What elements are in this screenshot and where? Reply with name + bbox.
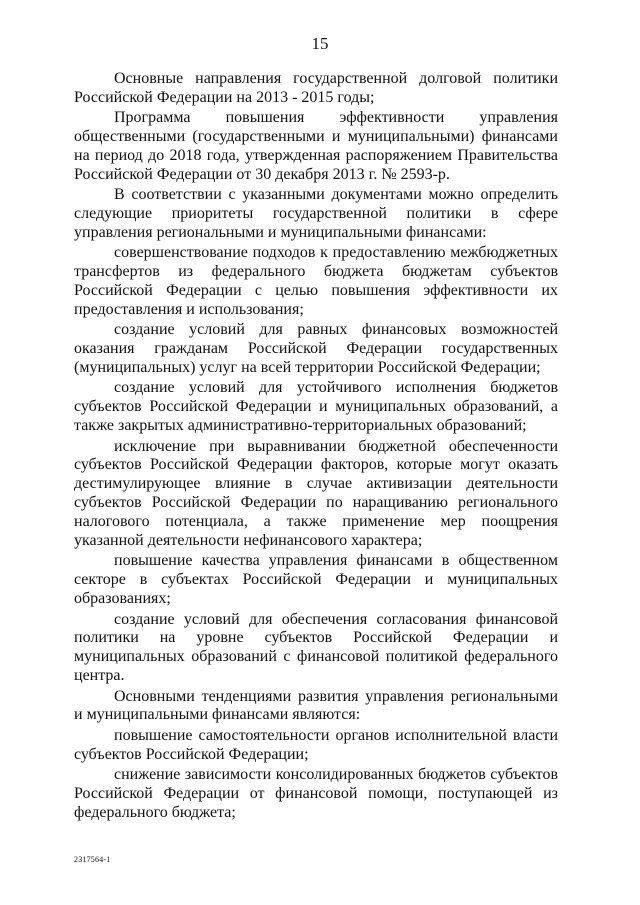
list-item-finance-quality: повышение качества управления финансами в общественном секторе в субъектах Российской Федерации и муниципальных образованиях; — [74, 552, 558, 608]
paragraph-debt-policy: Основные направления государственной долговой политики Российской Федерации на 2013 - 2015 годы; — [74, 70, 558, 106]
paragraph-trends-intro: Основными тенденциями развития управления региональными и муниципальными финансами являются: — [74, 687, 558, 724]
list-item-equalization: исключение при выравнивании бюджетной обеспеченности субъектов Российской Федерации факторов, которые могут оказать дестимулирующее влияние в случае активизации деятельности субъектов Российской Федерации по наращиванию регионального налогового потенциала, а также применение мер поощрения указанной деятельности нефинансового характера; — [74, 437, 558, 550]
document-code: 2317564-1 — [74, 855, 111, 864]
list-item-sustainable-budgets: создание условий для устойчивого исполнения бюджетов субъектов Российской Федерации и муниципальных образований, а также закрытых административно-территориальных образований; — [74, 379, 558, 435]
document-body — [74, 70, 558, 824]
list-item-independence: повышение самостоятельности органов исполнительной власти субъектов Российской Федерации; — [74, 726, 558, 763]
paragraph-efficiency-program: Программа повышения эффективности управления общественными (государственными и муниципальными) финансами на период до 2018 года, утвержденная распоряжением Правительства Российской Федерации от 30 декабря 2013 г. № 2593-р. — [74, 109, 558, 183]
list-item-policy-coordination: создание условий для обеспечения согласования финансовой политики на уровне субъектов Российской Федерации и муниципальных образований с финансовой политикой федерального центра. — [74, 610, 558, 685]
list-item-transfers: совершенствование подходов к предоставлению межбюджетных трансфертов из федерального бюджета бюджетам субъектов Российской Федерации с целью повышения эффективности их предоставления и использования; — [74, 244, 558, 319]
list-item-dependence-reduction: снижение зависимости консолидированных бюджетов субъектов Российской Федерации от финансовой помощи, поступающей из федерального бюджета; — [74, 765, 558, 821]
paragraph-priorities-intro: В соответствии с указанными документами можно определить следующие приоритеты государственной политики в сфере управления региональными и муниципальными финансами: — [74, 186, 558, 242]
list-item-equal-opportunities: создание условий для равных финансовых возможностей оказания гражданам Российской Федерации государственных (муниципальных) услуг на всей территории Российской Федерации; — [74, 321, 558, 377]
page-number: 15 — [311, 34, 329, 53]
